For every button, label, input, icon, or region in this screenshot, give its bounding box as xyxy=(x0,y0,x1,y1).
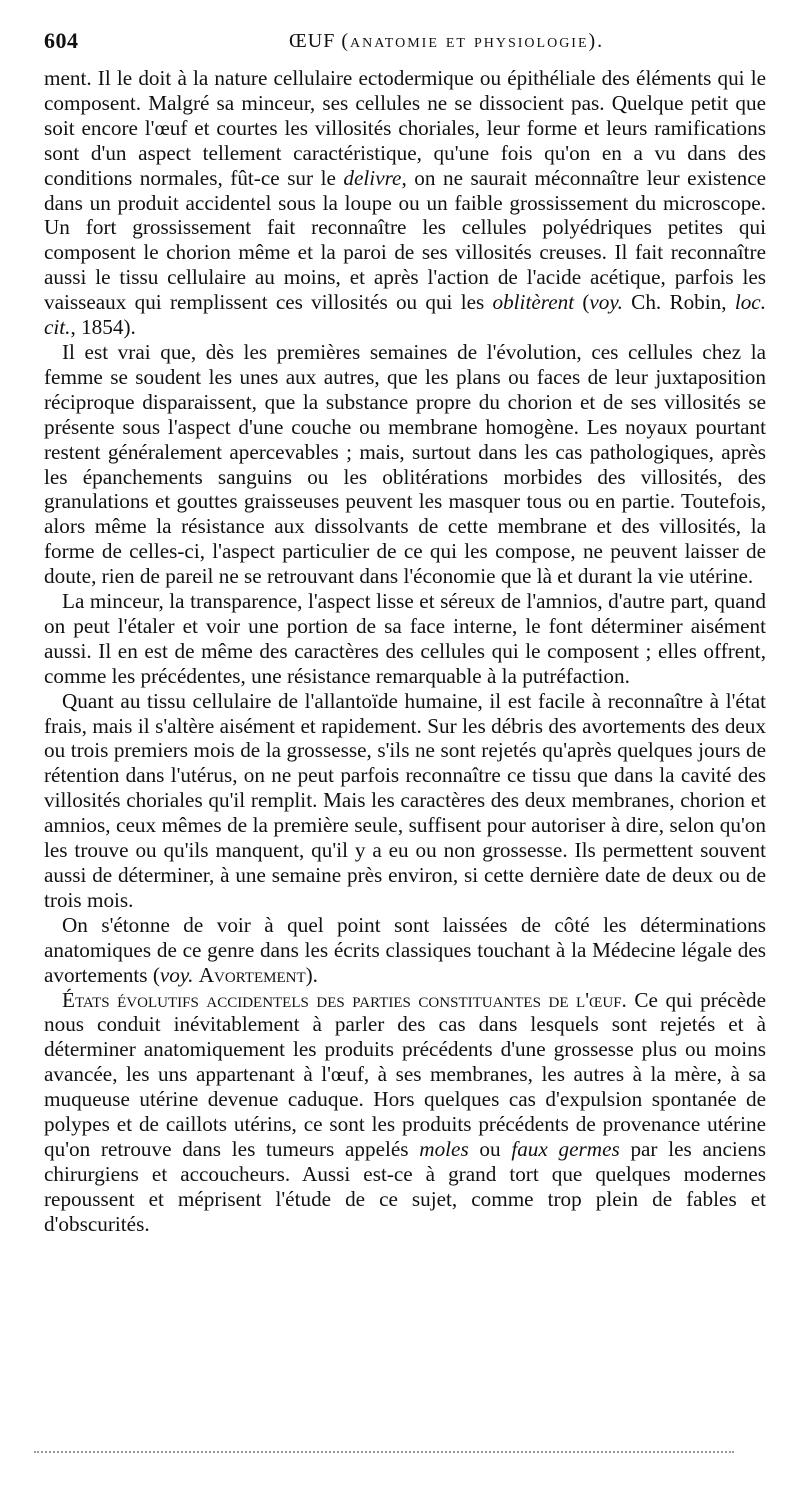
text-run: ( xyxy=(574,290,590,315)
body-text xyxy=(44,66,766,1237)
running-title xyxy=(289,30,604,53)
text-run: ment. Il le doit à la nature cellulaire ectodermique ou épithéliale des éléments qui le composent. Malgré sa minceur, ses cellules ne se dissocient pas. Quelque petit que soit encore l'œuf et courtes les villosités choriales, leur forme et leurs ramifications sont d'un aspect tellement caractéristique, qu'une fois qu'on en a vu dans des conditions normales, fût-ce sur le xyxy=(44,66,766,190)
text-run: , 1854). xyxy=(70,315,136,340)
italic-text: faux germes xyxy=(511,1136,620,1161)
text-run: Ce qui précède nous conduit inévitablement à parler des cas dans lesquels sont rejetés et à déterminer anatomiquement les produits précédents d'une grossesse plus ou moins avancée, les uns appartenant à l'œuf, à ses membranes, les autres à la mère, à sa muqueuse utérine devenue caduque. Hors quelques cas d'expulsion spontanée de polypes et de caillots utérins, ce sont les produits précédents de provenance utérine qu'on retrouve dans les tumeurs appelés xyxy=(44,987,766,1161)
italic-text: voy. xyxy=(159,962,194,987)
text-run: ). xyxy=(305,962,318,987)
text-run: On s'étonne de voir à quel point sont laissées de côté les déterminations anatomiques de ce genre dans les écrits classiques touchant à la Médecine légale des avortements ( xyxy=(44,912,766,987)
text-run: ou xyxy=(468,1136,512,1161)
page-number: 604 xyxy=(44,28,79,53)
paragraph xyxy=(44,340,766,589)
italic-text: oblitèrent xyxy=(492,290,575,315)
text-run: par les anciens chirurgiens et accoucheurs. Aussi est-ce à grand tort que quelques modernes repoussent et méprisent l'étude de ce sujet, comme trop plein de fables et d'obscurités. xyxy=(44,1136,766,1236)
text-run: Il est vrai que, dès les premières semaines de l'évolution, ces cellules chez la femme se soudent les unes aux autres, que les plans ou faces de leur juxtaposition réciproque disparaissent, que la substance propre du chorion et de ses villosités se présente sous l'aspect d'une couche ou membrane homogène. Les noyaux pourtant restent généralement apercevables ; mais, surtout dans les cas pathologiques, après les épanchements sanguins ou les oblitérations morbides des villosités, des granulations et gouttes graisseuses peuvent les masquer tous ou en partie. Toutefois, alors même la résistance aux dissolvants de cette membrane et des villosités, la forme de celles-ci, l'aspect particulier de ce qui les compose, ne peuvent laisser de doute, rien de pareil ne se retrouvant dans l'économie que là et durant la vie utérine. xyxy=(44,339,766,589)
italic-text: moles xyxy=(419,1136,469,1161)
footer-dotted-rule xyxy=(34,1451,734,1453)
small-caps-text: États évolutifs accidentels des parties constituantes de l'œuf. xyxy=(62,987,627,1012)
text-run: , on ne saurait méconnaître leur existence dans un produit accidentel sous la loupe ou un faible grossissement du microscope. Un fort grossissement fait reconnaître les cellules polyédriques petites qui composent le chorion même et la paroi de ses villosités creuses. Il fait reconnaître aussi le tissu cellulaire au moins, et après l'action de l'acide acétique, parfois les vaisseaux qui remplissent ces villosités ou qui les xyxy=(44,165,766,315)
paragraph xyxy=(44,66,766,340)
text-run: La minceur, la transparence, l'aspect lisse et séreux de l'amnios, d'autre part, quand on peut l'étaler et voir une portion de sa face interne, le font déterminer aisément aussi. Il en est de même des caractères des cellules qui le composent ; elles offrent, comme les précédentes, une résistance remarquable à la putréfaction. xyxy=(44,589,766,688)
running-title-main: ŒUF xyxy=(289,30,336,52)
text-run: Quant au tissu cellulaire de l'allantoïde humaine, il est facile à reconnaître à l'état frais, mais il s'altère aisément et rapidement. Sur les débris des avortements des deux ou trois premiers mois de la grossesse, s'ils ne sont rejetés qu'après quelques jours de rétention dans l'utérus, on ne peut parfois reconnaître ce tissu que dans la cavité des villosités choriales qu'il remplit. Mais les caractères des deux membranes, chorion et amnios, ceux mêmes de la première seule, suffisent pour autoriser à dire, selon qu'on les trouve ou qu'ils manquent, qu'il y a eu ou non grossesse. Ils permettent souvent aussi de déterminer, à une semaine près environ, si cette dernière date de deux ou de trois mois. xyxy=(44,688,766,912)
italic-text: delivre xyxy=(343,165,402,190)
paragraph xyxy=(44,913,766,988)
italic-text: voy. xyxy=(589,290,623,315)
italic-text: loc. cit. xyxy=(44,290,766,340)
running-title-sub: (anatomie et physiologie). xyxy=(341,30,605,52)
running-header xyxy=(44,28,764,58)
text-run: Ch. Robin, xyxy=(622,290,735,315)
small-caps-text: Avortement xyxy=(198,962,306,987)
paragraph xyxy=(44,589,766,689)
paragraph xyxy=(44,988,766,1237)
paragraph xyxy=(44,689,766,913)
